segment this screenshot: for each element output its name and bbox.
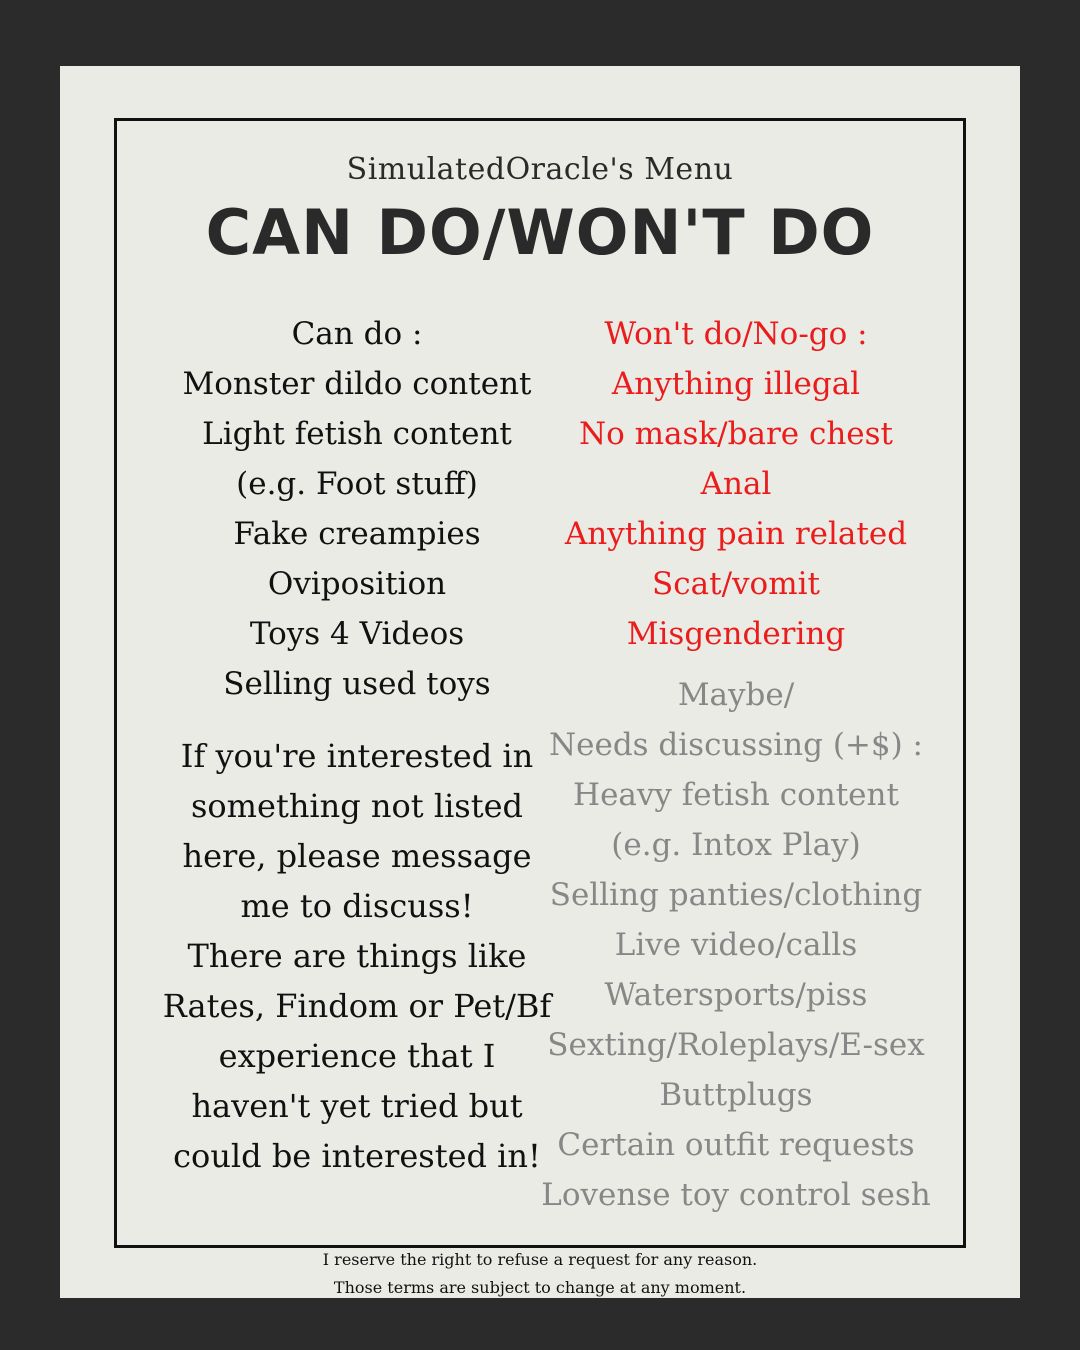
wont-do-heading: Won't do/No-go : xyxy=(604,316,868,352)
note-line: something not listed xyxy=(190,787,523,825)
wont-do-item: Misgendering xyxy=(626,616,846,652)
disclaimer-footer xyxy=(0,1246,1080,1302)
note-line: Rates, Findom or Pet/Bf xyxy=(162,987,552,1025)
note-line: If you're interested in xyxy=(180,737,534,775)
maybe-item: Sexting/Roleplays/E-sex xyxy=(547,1027,925,1063)
disclaimer-line: Those terms are subject to change at any moment. xyxy=(333,1278,747,1297)
maybe-item: Lovense toy control sesh xyxy=(541,1177,931,1213)
maybe-item: Buttplugs xyxy=(659,1077,813,1113)
maybe-item: Selling panties/clothing xyxy=(549,877,923,913)
maybe-heading: Needs discussing (+$) : xyxy=(549,727,923,763)
maybe-item: (e.g. Intox Play) xyxy=(611,827,861,863)
maybe-item: Live video/calls xyxy=(614,927,858,963)
note-line: haven't yet tried but xyxy=(191,1087,523,1125)
note-line: There are things like xyxy=(187,937,527,975)
can-do-item: Oviposition xyxy=(267,566,447,602)
wont-do-item: Scat/vomit xyxy=(652,566,820,602)
can-do-heading: Can do : xyxy=(291,316,423,352)
can-do-item: Toys 4 Videos xyxy=(249,616,465,652)
can-do-item: (e.g. Foot stuff) xyxy=(236,466,478,502)
note-line: here, please message xyxy=(182,837,532,875)
can-do-item: Fake creampies xyxy=(233,516,481,552)
maybe-item: Certain outfit requests xyxy=(557,1127,915,1163)
note-line: me to discuss! xyxy=(240,887,474,925)
maybe-item: Watersports/piss xyxy=(604,977,868,1013)
menu-subtitle: SimulatedOracle's Menu xyxy=(346,152,734,187)
maybe-heading: Maybe/ xyxy=(677,677,795,713)
wont-do-item: Anal xyxy=(700,466,772,502)
can-do-item: Selling used toys xyxy=(223,666,491,702)
disclaimer-line: I reserve the right to refuse a request for any reason. xyxy=(322,1250,758,1269)
can-do-item: Light fetish content xyxy=(202,416,512,452)
maybe-column xyxy=(540,670,932,1220)
contact-note xyxy=(160,731,554,1181)
wont-do-item: Anything illegal xyxy=(611,366,861,402)
wont-do-item: No mask/bare chest xyxy=(578,416,894,452)
can-do-column xyxy=(160,309,554,709)
menu-title: CAN DO/WON'T DO xyxy=(205,196,875,269)
maybe-item: Heavy fetish content xyxy=(573,777,899,813)
wont-do-item: Anything pain related xyxy=(564,516,908,552)
can-do-item: Monster dildo content xyxy=(182,366,532,402)
note-line: could be interested in! xyxy=(173,1137,541,1175)
wont-do-column xyxy=(540,309,932,659)
note-line: experience that I xyxy=(218,1037,496,1075)
